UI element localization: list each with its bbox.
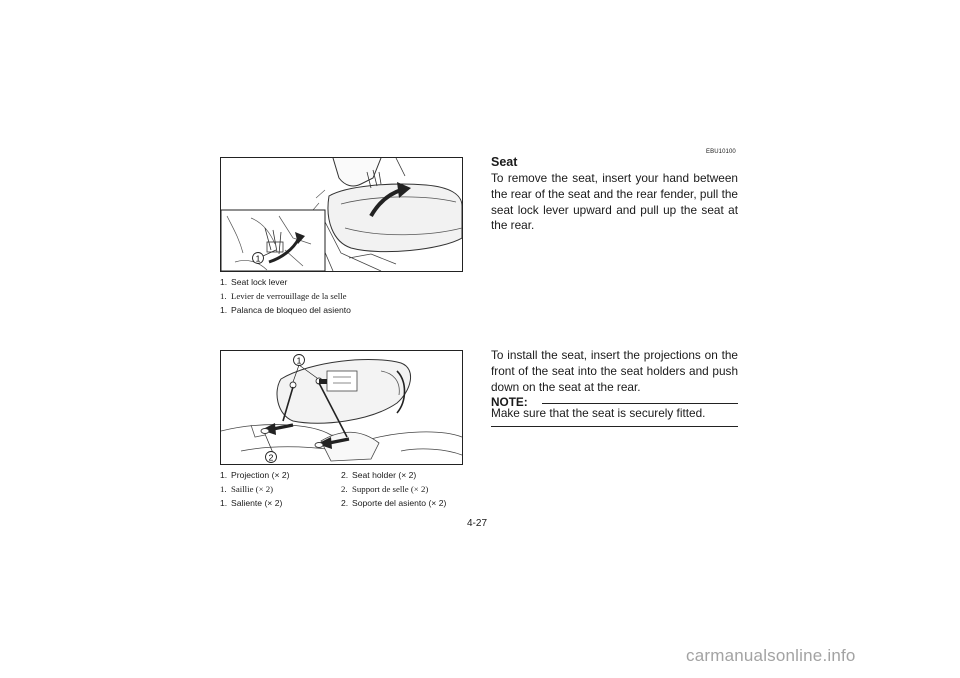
remove-instructions: To remove the seat, insert your hand between the rear of the seat and the rear fender, pull the seat lock lever upward and pull up the seat at the rear. <box>491 171 738 233</box>
callout-1-label: 1 <box>296 355 302 366</box>
caption-es: 1. Palanca de bloqueo del asiento <box>220 305 351 315</box>
caption-fr-item-1: 1. Saillie (× 2) <box>220 484 274 494</box>
seat-underside-illustration <box>221 351 462 464</box>
figure-seat-projections <box>220 350 463 465</box>
section-code: EBU10100 <box>706 149 736 155</box>
note-end-rule <box>491 426 738 427</box>
callout-1-label: 1 <box>255 253 261 264</box>
caption-en: 1. Seat lock lever <box>220 277 288 287</box>
seat-lock-illustration <box>221 158 462 271</box>
install-instructions: To install the seat, insert the projections on the front of the seat into the seat holders and push down on the seat at the rear. <box>491 348 738 394</box>
caption-es-item-1: 1. Saliente (× 2) <box>220 498 283 508</box>
note-label: NOTE: <box>491 395 528 409</box>
caption-es-item-2: 2. Soporte del asiento (× 2) <box>341 498 447 508</box>
page-number: 4-27 <box>467 518 488 529</box>
caption-en-item-2: 2. Seat holder (× 2) <box>341 470 417 480</box>
note-rule <box>542 403 738 404</box>
caption-en-item-1: 1. Projection (× 2) <box>220 470 290 480</box>
caption-fr: 1. Levier de verrouillage de la selle <box>220 291 347 301</box>
watermark: carmanualsonline.info <box>686 646 856 665</box>
caption-fr-item-2: 2. Support de selle (× 2) <box>341 484 429 494</box>
callout-2-label: 2 <box>268 452 274 463</box>
figure-seat-lock-lever <box>220 157 463 272</box>
note-text: Make sure that the seat is securely fitted. <box>491 406 706 420</box>
section-title: Seat <box>491 155 518 169</box>
